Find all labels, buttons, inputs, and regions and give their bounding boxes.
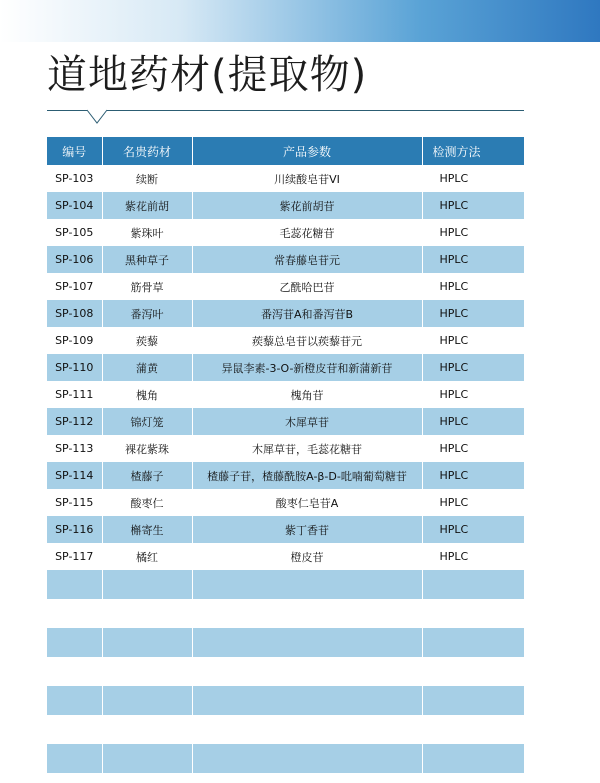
empty-cell [47,686,102,715]
empty-cell [422,570,524,599]
empty-cell [192,628,422,657]
table-row [47,435,524,462]
cell-herb: 橘红 [102,543,192,570]
cell-method: HPLC [422,489,524,516]
cell-method: HPLC [422,327,524,354]
table-row [47,516,524,543]
title-divider [47,110,524,111]
cell-method: HPLC [422,165,524,192]
empty-cell [192,599,422,628]
empty-cell [102,628,192,657]
cell-code: SP-104 [47,192,102,219]
cell-method: HPLC [422,273,524,300]
cell-method: HPLC [422,300,524,327]
cell-herb: 续断 [102,165,192,192]
empty-cell [102,657,192,686]
empty-table-row [47,599,524,628]
empty-cell [47,570,102,599]
empty-cell [422,744,524,773]
empty-table-row [47,715,524,744]
cell-code: SP-111 [47,381,102,408]
cell-code: SP-116 [47,516,102,543]
cell-parameter: 常春藤皂苷元 [192,246,422,273]
cell-method: HPLC [422,192,524,219]
header-parameter: 产品参数 [192,137,422,165]
cell-code: SP-117 [47,543,102,570]
cell-code: SP-113 [47,435,102,462]
cell-herb: 筋骨草 [102,273,192,300]
cell-method: HPLC [422,381,524,408]
cell-herb: 锦灯笼 [102,408,192,435]
header-herb: 名贵药材 [102,137,192,165]
cell-parameter: 槐角苷 [192,381,422,408]
cell-parameter: 木犀草苷，毛蕊花糖苷 [192,435,422,462]
cell-method: HPLC [422,543,524,570]
empty-cell [422,715,524,744]
empty-cell [422,686,524,715]
cell-herb: 蒲黄 [102,354,192,381]
cell-herb: 蒺藜 [102,327,192,354]
cell-code: SP-109 [47,327,102,354]
header-code: 编号 [47,137,102,165]
cell-parameter: 蒺藜总皂苷以蒺藜苷元 [192,327,422,354]
cell-code: SP-103 [47,165,102,192]
table-row [47,381,524,408]
cell-code: SP-115 [47,489,102,516]
table-row [47,246,524,273]
table-row [47,165,524,192]
empty-cell [47,744,102,773]
empty-cell [47,599,102,628]
empty-table-row [47,570,524,599]
empty-cell [192,686,422,715]
table-row [47,273,524,300]
empty-cell [102,744,192,773]
cell-parameter: 川续酸皂苷VI [192,165,422,192]
table-row [47,300,524,327]
empty-cell [422,628,524,657]
cell-herb: 楂藤子 [102,462,192,489]
cell-method: HPLC [422,516,524,543]
table-body [47,165,524,773]
table-row [47,462,524,489]
table-row [47,543,524,570]
cell-parameter: 橙皮苷 [192,543,422,570]
cell-code: SP-108 [47,300,102,327]
cell-parameter: 乙酰哈巴苷 [192,273,422,300]
cell-method: HPLC [422,408,524,435]
header-method: 检测方法 [422,137,524,165]
table-row [47,408,524,435]
empty-cell [47,657,102,686]
product-table [47,137,524,773]
cell-method: HPLC [422,462,524,489]
top-banner [0,0,600,42]
empty-cell [102,599,192,628]
empty-cell [192,657,422,686]
empty-table-row [47,744,524,773]
cell-parameter: 紫丁香苷 [192,516,422,543]
cell-herb: 黑种草子 [102,246,192,273]
empty-cell [192,744,422,773]
cell-herb: 紫珠叶 [102,219,192,246]
cell-code: SP-107 [47,273,102,300]
cell-code: SP-114 [47,462,102,489]
cell-code: SP-106 [47,246,102,273]
table-row [47,327,524,354]
cell-herb: 槲寄生 [102,516,192,543]
cell-code: SP-105 [47,219,102,246]
empty-cell [192,715,422,744]
empty-cell [192,570,422,599]
cell-method: HPLC [422,435,524,462]
empty-cell [422,599,524,628]
cell-code: SP-112 [47,408,102,435]
empty-cell [102,715,192,744]
cell-method: HPLC [422,219,524,246]
empty-table-row [47,628,524,657]
table-row [47,354,524,381]
cell-herb: 紫花前胡 [102,192,192,219]
cell-parameter: 番泻苷A和番泻苷B [192,300,422,327]
table-header-row [47,137,524,165]
cell-herb: 槐角 [102,381,192,408]
cell-parameter: 异鼠李素-3-O-新橙皮苷和新蒲新苷 [192,354,422,381]
empty-table-row [47,686,524,715]
empty-cell [102,686,192,715]
cell-parameter: 酸枣仁皂苷A [192,489,422,516]
empty-cell [422,657,524,686]
cell-method: HPLC [422,354,524,381]
cell-parameter: 楂藤子苷，楂藤酰胺A-β-D-吡喃葡萄糖苷 [192,462,422,489]
cell-parameter: 木犀草苷 [192,408,422,435]
cell-herb: 番泻叶 [102,300,192,327]
empty-cell [47,715,102,744]
cell-method: HPLC [422,246,524,273]
cell-herb: 酸枣仁 [102,489,192,516]
table-row [47,192,524,219]
page-title: 道地药材(提取物) [47,52,368,98]
title-notch-icon [86,109,108,125]
cell-herb: 裸花紫珠 [102,435,192,462]
empty-cell [102,570,192,599]
cell-parameter: 紫花前胡苷 [192,192,422,219]
empty-table-row [47,657,524,686]
cell-code: SP-110 [47,354,102,381]
cell-parameter: 毛蕊花糖苷 [192,219,422,246]
empty-cell [47,628,102,657]
table-row [47,489,524,516]
table-row [47,219,524,246]
